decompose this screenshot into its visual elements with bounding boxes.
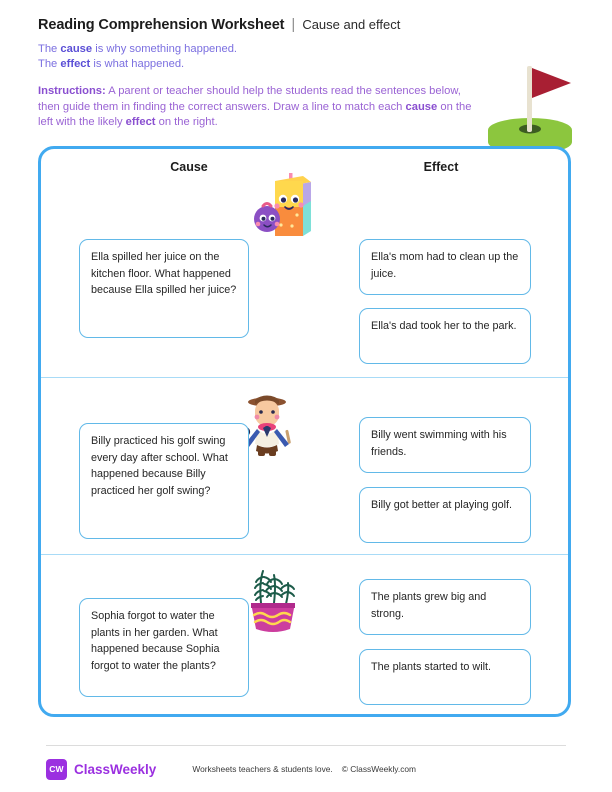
footer-divider xyxy=(46,745,566,746)
worksheet-panel xyxy=(38,146,571,717)
cause-keyword: cause xyxy=(60,43,93,55)
instructions-block: Instructions: A parent or teacher should help the students read the sentences below, then guide them in finding the correct answers. Draw a line to match each cause on the left with the likely effect on the right. xyxy=(38,85,472,128)
instructions-cause-keyword: cause xyxy=(405,100,438,113)
juice-box-illustration xyxy=(253,173,325,251)
cause-card[interactable]: Billy practiced his golf swing every day after school. What happened because Billy practiced her golf swing? xyxy=(79,423,249,539)
classweekly-logo-icon: CW xyxy=(46,759,67,780)
effect-card[interactable]: Ella's dad took her to the park. xyxy=(359,308,531,364)
title-subtitle: Cause and effect xyxy=(302,17,401,32)
footer xyxy=(46,757,566,781)
effect-card[interactable]: Billy got better at playing golf. xyxy=(359,487,531,543)
worksheet-row xyxy=(41,554,568,731)
cause-definition: The cause is why something happened. xyxy=(38,43,238,55)
golf-flag-illustration xyxy=(478,58,582,156)
brand-name: ClassWeekly xyxy=(74,761,157,777)
effect-keyword: effect xyxy=(60,58,91,70)
page-title xyxy=(38,16,518,33)
instructions-effect-keyword: effect xyxy=(125,116,156,128)
title-separator: | xyxy=(291,16,296,33)
definition-block xyxy=(38,42,518,72)
column-header-cause: Cause xyxy=(170,160,208,174)
instructions-label: Instructions: xyxy=(38,85,106,97)
effect-card[interactable]: The plants started to wilt. xyxy=(359,649,531,705)
effect-card[interactable]: The plants grew big and strong. xyxy=(359,579,531,635)
worksheet-row xyxy=(41,187,568,377)
effect-card[interactable]: Ella's mom had to clean up the juice. xyxy=(359,239,531,295)
footer-copyright: © ClassWeekly.com xyxy=(341,764,417,774)
cause-card[interactable]: Ella spilled her juice on the kitchen floor. What happened because Ella spilled her juice? xyxy=(79,239,249,338)
title-main: Reading Comprehension Worksheet xyxy=(38,17,285,33)
effect-definition: The effect is what happened. xyxy=(38,58,185,70)
cause-card[interactable]: Sophia forgot to water the plants in her garden. What happened because Sophia forgot to water the plants? xyxy=(79,598,249,697)
column-header-effect: Effect xyxy=(423,160,459,174)
worksheet-header xyxy=(38,16,518,131)
effect-card[interactable]: Billy went swimming with his friends. xyxy=(359,417,531,473)
footer-tagline: Worksheets teachers & students love. xyxy=(192,764,333,774)
worksheet-row xyxy=(41,377,568,554)
